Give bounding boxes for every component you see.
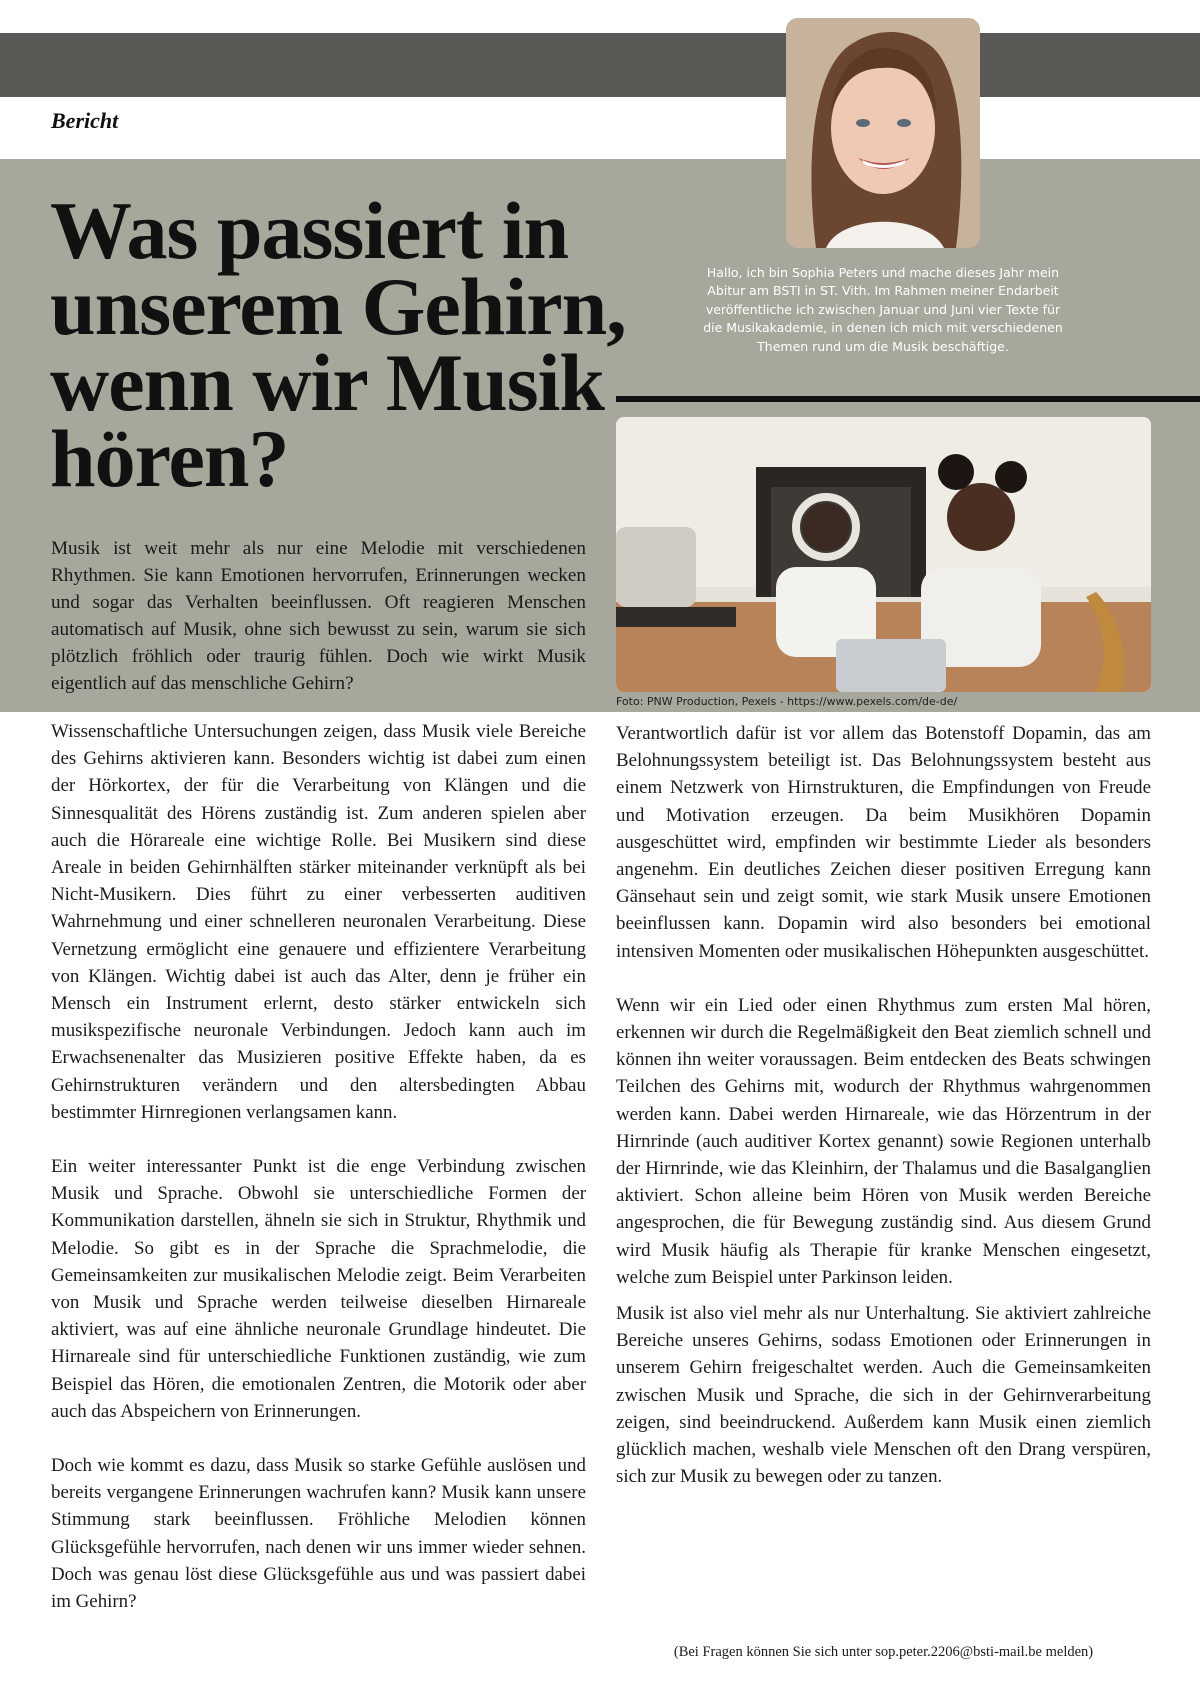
divider-rule xyxy=(616,396,1200,402)
body-paragraph: Ein weiter interessanter Punkt ist die enge Verbindung zwischen Musik und Sprache. Obwohl sie unterschiedliche Formen der Kommunikation darstellen, ähneln sie sich in Struktur, Rhythmik und Melodie. So gibt es in der Sprache die Sprachmelodie, die Gemeinsamkeiten zur musikalischen Melodie zeigt. Beim Verarbeiten von Musik und Sprache werden teilweise dieselben Hirnareale aktiviert, was auf eine ähnliche neuronale Grundlage hindeutet. Die Hirnareale sind für unterschiedliche Funktionen zuständig, wie zum Beispiel das Hören, die emotionalen Zentren, die Motorik oder aber auch das Abspeichern von Erinnerungen. xyxy=(51,1156,586,1422)
portrait-illustration xyxy=(786,18,980,248)
body-paragraph: Verantwortlich dafür ist vor allem das Botenstoff Dopamin, das am Belohnungssystem beteiligt ist. Das Belohnungssystem besteht aus einem Netzwerk von Hirnstrukturen, die Empfindungen von Freude und Motivation erzeugen. Da beim Musikhören Dopamin ausgeschüttet wird, empfinden wir bestimmte Lieder als besonders angenehm. Ein deutliches Zeichen dieser positiven Erregung kann Gänsehaut sein und zeigt somit, wie stark Musik unsere Emotionen beeinflussen kann. Dopamin wird also besonders bei emotional intensiven Momenten oder musikalischen Höhepunkten ausgeschüttet. xyxy=(616,723,1151,962)
body-paragraph: Wenn wir ein Lied oder einen Rhythmus zum ersten Mal hören, erkennen wir durch die Regelmäßigkeit den Beat ziemlich schnell und können ihn weiter voraussagen. Beim entdecken des Beats schwingen Teilchen des Gehirns mit, wodurch der Rhythmus wahrgenommen werden kann. Dabei werden Hirnareale, wie das Hörzentrum in der Hirnrinde (auch auditiver Kortex genannt) sowie Regionen unterhalb der Hirnrinde, wie das Kleinhirn, der Thalamus und die Basalganglien aktiviert. Schon alleine beim Hören von Musik werden Bereiche angesprochen, die für Bewegung zuständig sind. Aus diesem Grund wird Musik häufig als Therapie für kranke Menschen eingesetzt, welche zum Beispiel unter Parkinson leiden. xyxy=(616,994,1151,1288)
photo-illustration xyxy=(616,417,1151,692)
section-label: Bericht xyxy=(51,108,119,133)
article-photo xyxy=(616,417,1151,692)
body-column-right xyxy=(616,720,1151,1490)
body-column-left xyxy=(51,718,586,1615)
article-title: Was passiert in unserem Gehirn, wenn wir Musik hören? xyxy=(50,185,626,504)
author-portrait xyxy=(786,18,980,248)
contact-footer: (Bei Fragen können Sie sich unter sop.peter.2206@bsti-mail.be melden) xyxy=(673,1644,1094,1660)
photo-caption: Foto: PNW Production, Pexels - https://www.pexels.com/de-de/ xyxy=(616,695,958,708)
body-paragraph: Wissenschaftliche Untersuchungen zeigen, dass Musik viele Bereiche des Gehirns aktivieren kann. Besonders wichtig ist dabei zum einen der Hörkortex, der für die Verarbeitung von Klängen und die Sinnesqualität des Hörens zuständig ist. Zum anderen spielen aber auch die Hörareale eine wichtige Rolle. Bei Musikern sind diese Areale in beiden Gehirnhälften stärker miteinander verknüpft als bei Nicht-Musikern. Dies führt zu einer verbesserten auditiven Wahrnehmung und einer schnelleren neuronalen Verarbeitung. Diese Vernetzung ermöglicht eine genauere und effizientere Verarbeitung von Klängen. Wichtig dabei ist auch das Alter, denn je früher ein Mensch ein Instrument erlernt, desto stärker entwickeln sich musikspezifische neuronale Verbindungen. Jedoch kann auch im Erwachsenenalter das Musizieren positive Effekte haben, da es Gehirnstrukturen verändern und den altersbedingten Abbau bestimmter Hirnregionen verlangsamen kann. xyxy=(51,721,586,1123)
body-paragraph: Musik ist also viel mehr als nur Unterhaltung. Sie aktiviert zahlreiche Bereiche unseres Gehirns, sodass Emotionen oder Erinnerungen in unserem Gehirn freigeschaltet werden. Auch die Gemeinsamkeiten zwischen Musik und Sprache, die sich in der Gehirnverarbeitung zeigen, sind beeindruckend. Außerdem kann Musik einen ziemlich glücklich machen, weshalb viele Menschen oft den Drang verspüren, sich zur Musik zu bewegen oder zu tanzen. xyxy=(616,1303,1151,1488)
author-bio: Hallo, ich bin Sophia Peters und mache dieses Jahr mein Abitur am BSTI in ST. Vith. Im Rahmen meiner Endarbeit veröffentliche ich zwischen Januar und Juni vier Texte für die Musikakademie, in denen ich mich mit verschiedenen Themen rund um die Musik beschäftige. xyxy=(703,265,1063,354)
intro-paragraph: Musik ist weit mehr als nur eine Melodie mit verschiedenen Rhythmen. Sie kann Emotionen hervorrufen, Erinnerungen wecken und sogar das Verhalten beeinflussen. Oft reagieren Menschen automatisch auf Musik, ohne sich bewusst zu sein, warum sie sich plötzlich fröhlich oder traurig fühlen. Doch wie wirkt Musik eigentlich auf das menschliche Gehirn? xyxy=(51,538,586,694)
top-bar xyxy=(0,33,1200,97)
body-paragraph: Doch wie kommt es dazu, dass Musik so starke Gefühle auslösen und bereits vergangene Erinnerungen wachrufen kann? Musik kann unsere Stimmung stark beeinflussen. Fröhliche Melodien können Glücksgefühle hervorrufen, nach denen wir uns immer wieder sehnen. Doch was genau löst diese Glücksgefühle aus und was passiert dabei im Gehirn? xyxy=(51,1455,586,1613)
